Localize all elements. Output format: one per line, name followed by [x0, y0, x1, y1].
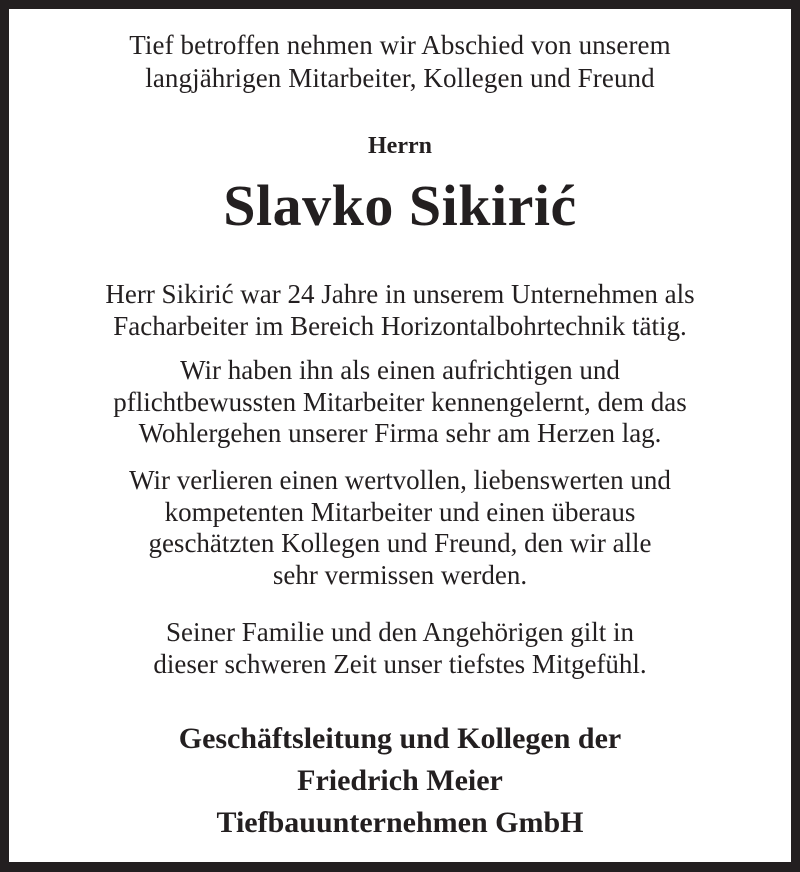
paragraph-character	[9, 355, 791, 450]
signature-company-name: Friedrich Meier	[297, 764, 503, 797]
signature-line: Geschäftsleitung und Kollegen der	[178, 722, 622, 755]
paragraph-line: pflichtbewussten Mitarbeiter kennengelernt, dem das	[113, 386, 687, 417]
paragraph-line: sehr vermissen werden.	[272, 559, 528, 590]
paragraph-line: Herr Sikirić war 24 Jahre in unserem Unternehmen als	[105, 279, 695, 309]
paragraph-line: Wir haben ihn als einen aufrichtigen und	[180, 355, 620, 385]
signature-company-type: Tiefbauunternehmen GmbH	[216, 806, 584, 839]
paragraph-tenure	[9, 279, 791, 342]
paragraph-line: geschätzten Kollegen und Freund, den wir alle	[148, 528, 652, 558]
intro-line: langjährigen Mitarbeiter, Kollegen und Freund	[145, 63, 655, 93]
paragraph-line: Facharbeiter im Bereich Horizontalbohrtechnik tätig.	[113, 310, 687, 341]
signature-block	[9, 718, 791, 844]
intro-text	[9, 29, 791, 95]
paragraph-line: Wir verlieren einen wertvollen, liebenswerten und	[129, 465, 671, 495]
paragraph-loss	[9, 465, 791, 591]
deceased-name: Slavko Sikirić	[223, 173, 577, 238]
paragraph-line: Seiner Familie und den Angehörigen gilt in	[166, 617, 634, 647]
paragraph-condolences	[9, 617, 791, 680]
paragraph-line: kompetenten Mitarbeiter und einen überaus	[164, 496, 636, 527]
paragraph-line: dieser schweren Zeit unser tiefstes Mitgefühl.	[153, 648, 647, 679]
intro-line: Tief betroffen nehmen wir Abschied von unserem	[129, 30, 671, 60]
paragraph-line: Wohlergehen unserer Firma sehr am Herzen lag.	[138, 418, 662, 448]
salutation: Herrn	[368, 133, 432, 159]
